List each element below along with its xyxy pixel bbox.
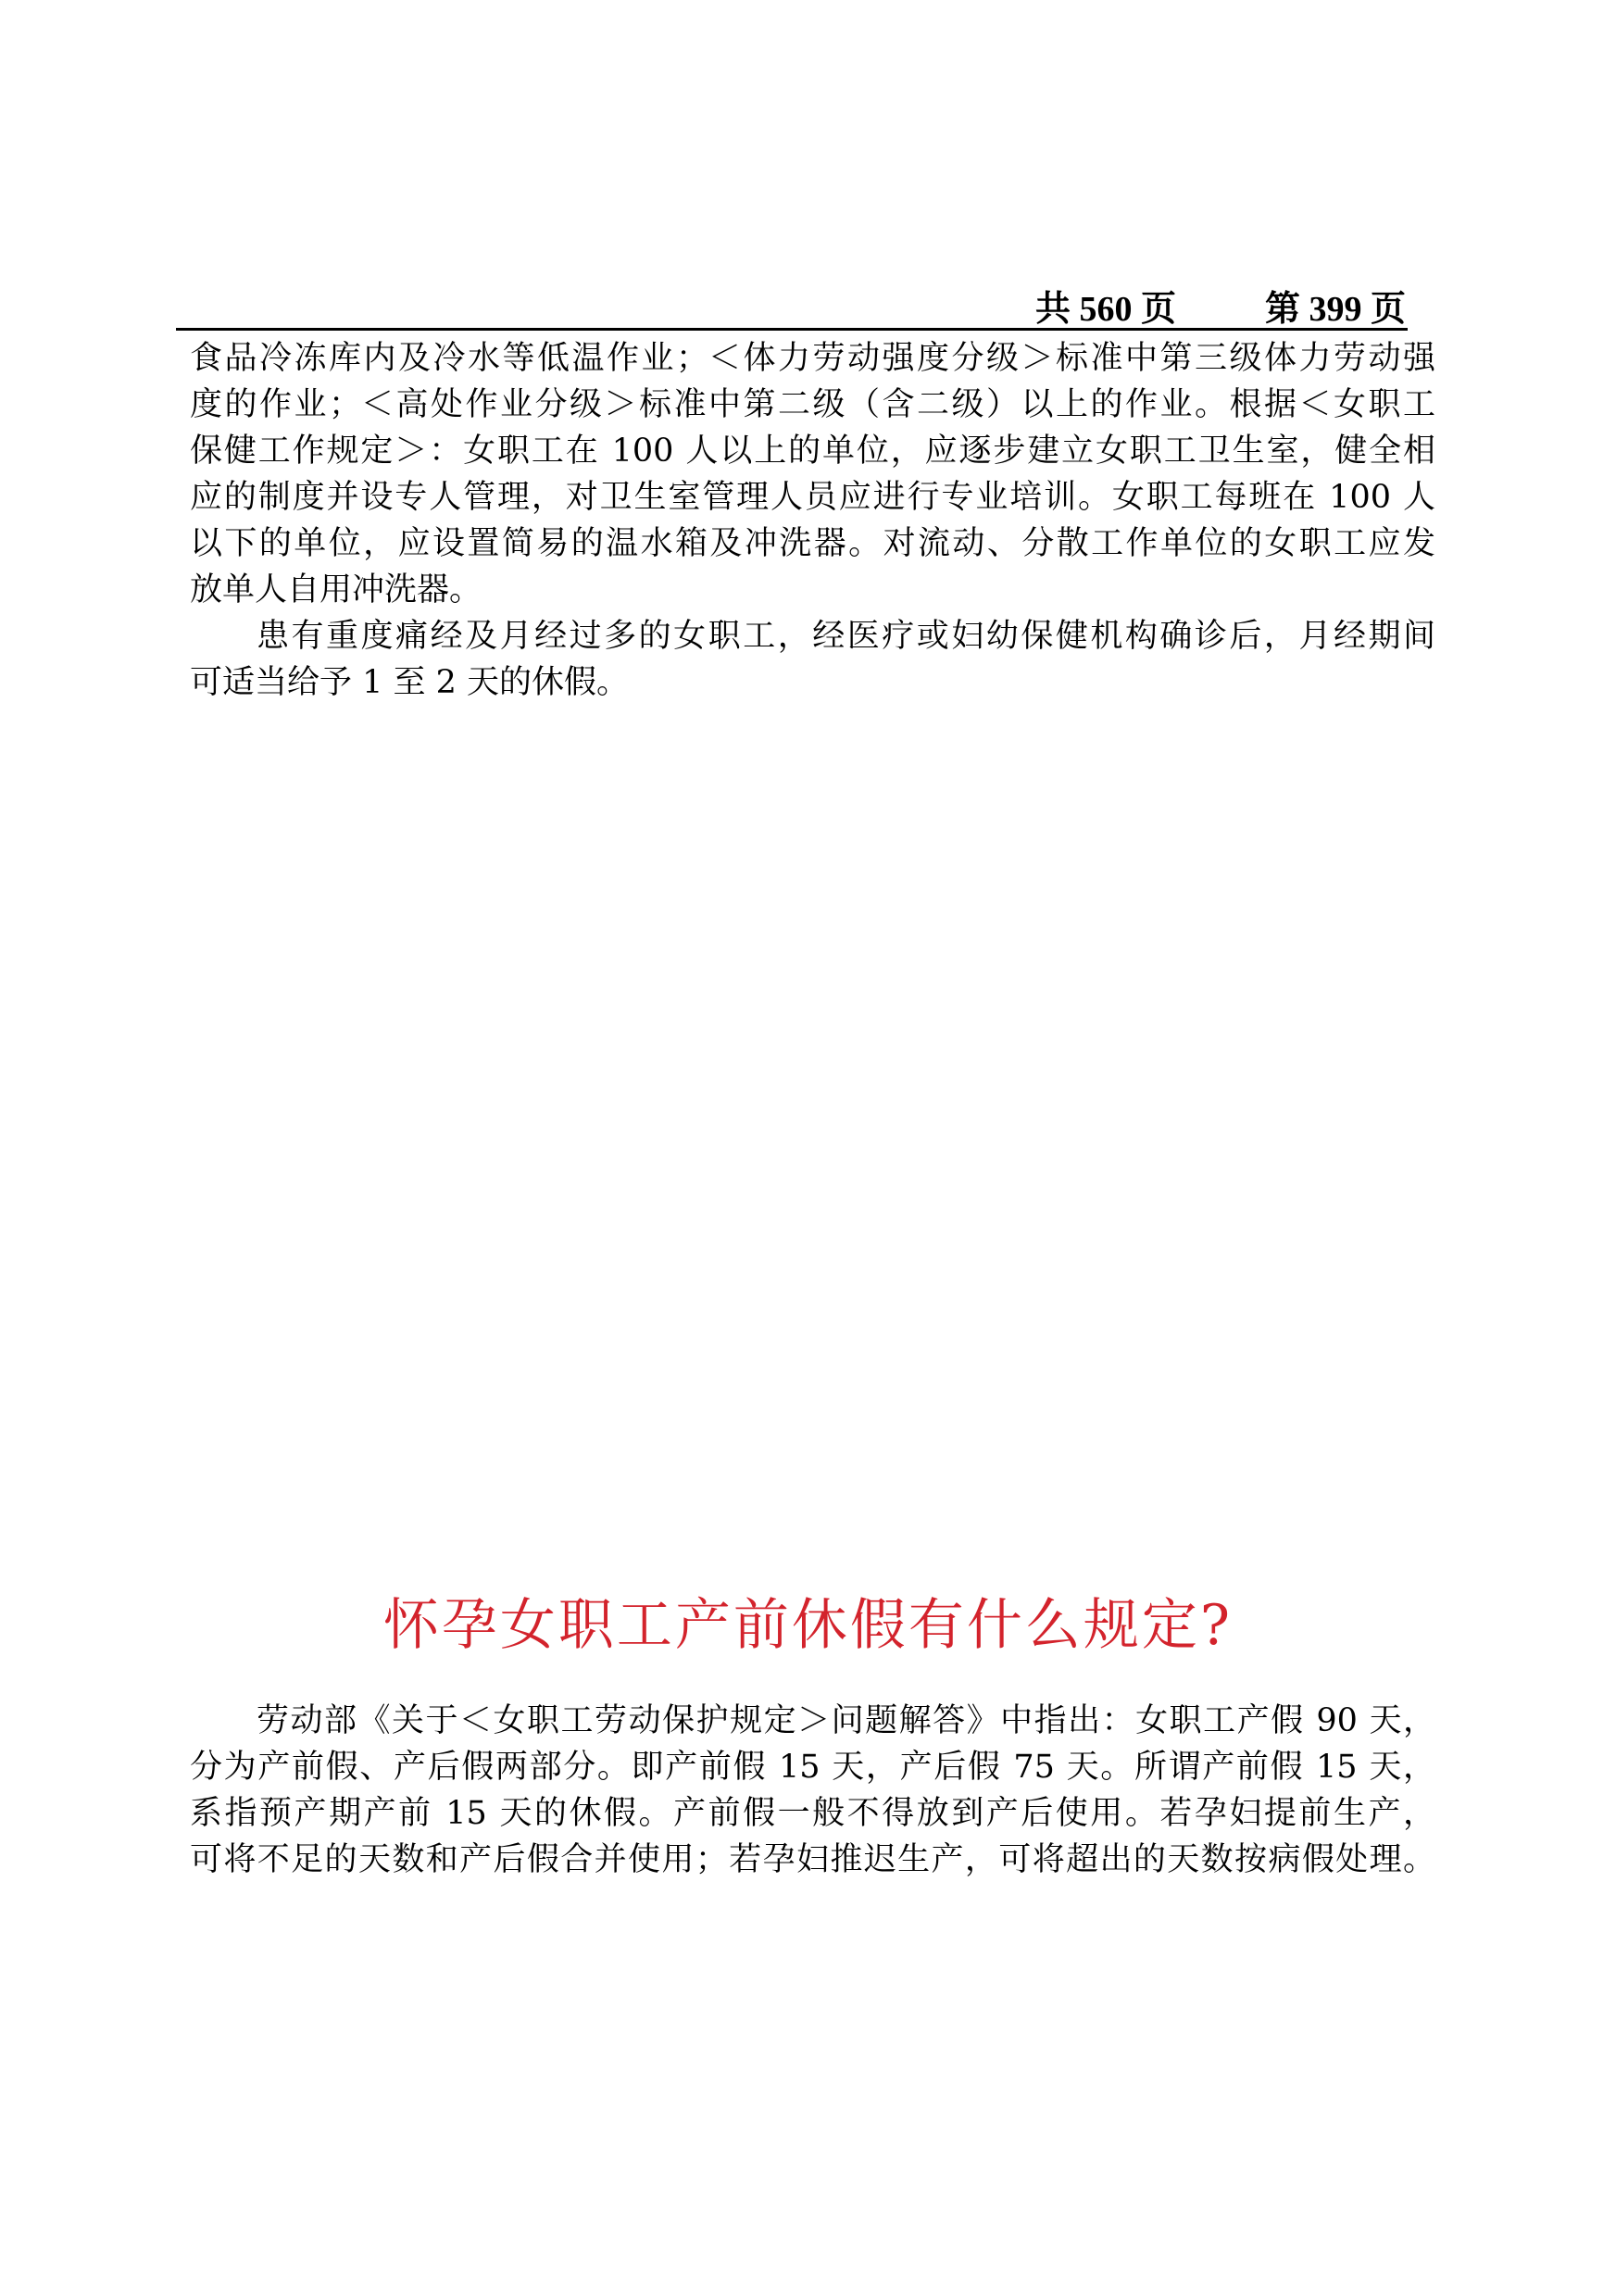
- section-heading: 怀孕女职工产前休假有什么规定?: [382, 1593, 1234, 1658]
- page-header: [176, 278, 1408, 331]
- paragraph-line: 患有重度痛经及月经过多的女职工，经医疗或妇幼保健机构确诊后，月经期间: [257, 618, 1435, 655]
- paragraph-line: 系指预产期产前 15 天的休假。产前假一般不得放到产后使用。若孕妇提前生产，: [190, 1795, 1435, 1832]
- paragraph-line: 应的制度并设专人管理，对卫生室管理人员应进行专业培训。女职工每班在 100 人: [190, 479, 1435, 516]
- paragraph-line: 以下的单位，应设置简易的温水箱及冲洗器。对流动、分散工作单位的女职工应发: [190, 525, 1435, 562]
- paragraph-line: 保健工作规定＞：女职工在 100 人以上的单位，应逐步建立女职工卫生室，健全相: [190, 433, 1435, 470]
- paragraph-line: 可适当给予 1 至 2 天的休假。: [190, 664, 630, 701]
- total-pages: 共 560 页: [1035, 290, 1177, 329]
- paragraph-line: 分为产前假、产后假两部分。即产前假 15 天，产后假 75 天。所谓产前假 15 天，: [190, 1749, 1435, 1786]
- current-page: 第 399 页: [1265, 290, 1407, 329]
- paragraph-line: 食品冷冻库内及冷水等低温作业；＜体力劳动强度分级＞标准中第三级体力劳动强: [190, 340, 1435, 377]
- paragraph-line: 放单人自用冲洗器。: [190, 571, 482, 609]
- paragraph-line: 度的作业；＜高处作业分级＞标准中第二级（含二级）以上的作业。根据＜女职工: [190, 386, 1435, 423]
- paragraph-line: 劳动部《关于＜女职工劳动保护规定＞问题解答》中指出：女职工产假 90 天，: [257, 1702, 1435, 1739]
- paragraph-line: 可将不足的天数和产后假合并使用；若孕妇推迟生产，可将超出的天数按病假处理。: [190, 1841, 1435, 1878]
